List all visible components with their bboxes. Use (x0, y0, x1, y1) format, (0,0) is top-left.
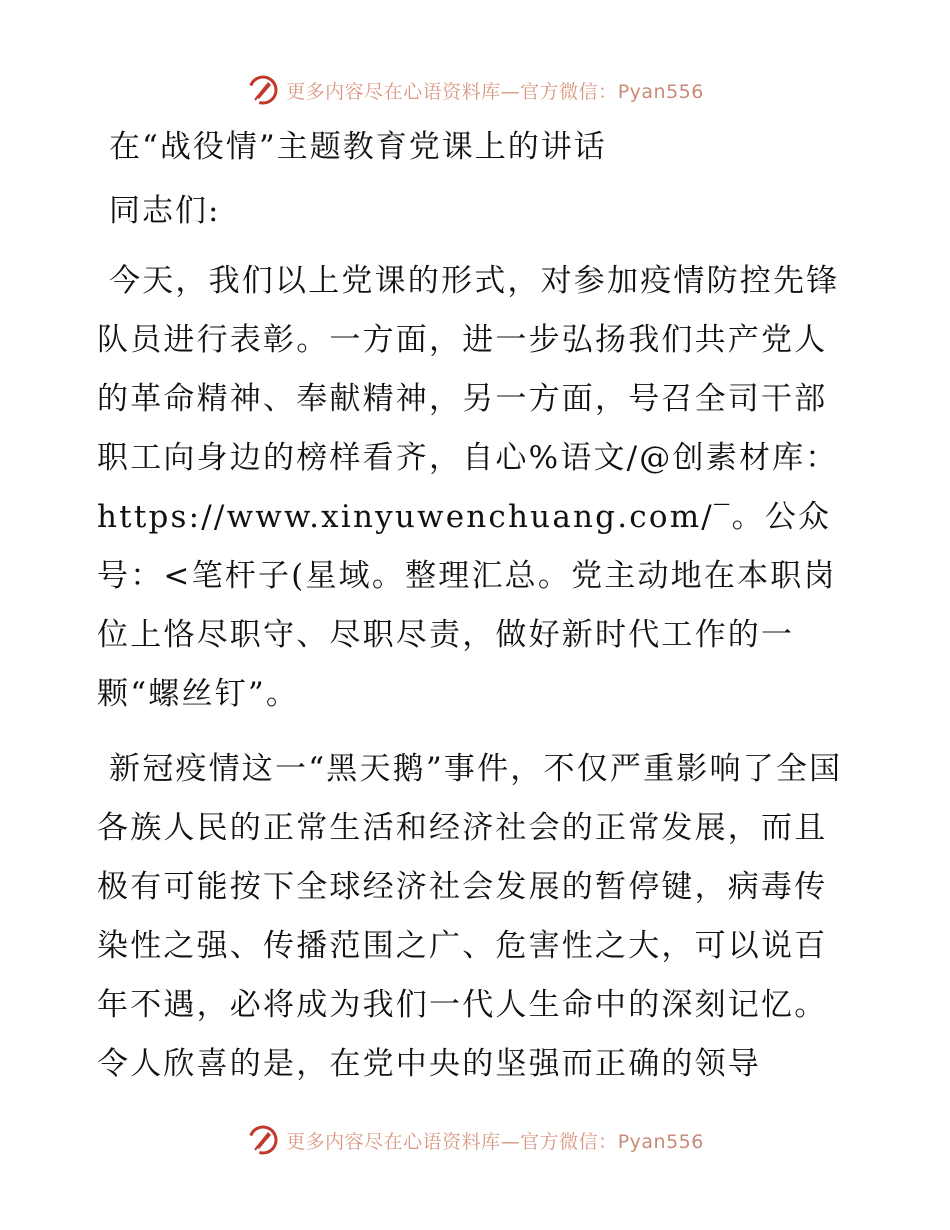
header-dash: — (500, 80, 521, 103)
document-title: 在“战役情”主题教育党课上的讲话 (109, 129, 607, 165)
footer-banner-text (286, 1127, 704, 1154)
paragraph-1: 今天，我们以上党课的形式，对参加疫情防控先锋队员进行表彰。一方面，进一步弘扬我们共产党人的革命精神、奉献精神，另一方面，号召全司干部职工向身边的榜样看齐，自心%语文/@创素材库：https://www.xinyuwenchuang.com/‾。公众号：<笔杆子(星域。整理汇总。党主动地在本职岗位上恪尽职守、尽职尽责，做好新时代工作的一颗“螺丝钉”。 (97, 263, 840, 712)
quill-logo-icon (246, 73, 280, 107)
footer-account: Pyan556 (617, 1130, 704, 1153)
footer-banner (0, 1120, 950, 1160)
header-site-text: 更多内容尽在心语资料库 (286, 80, 501, 103)
quill-logo-icon (246, 1123, 280, 1157)
footer-site-text: 更多内容尽在心语资料库 (286, 1130, 501, 1153)
salutation: 同志们: (109, 193, 221, 229)
header-banner-text (286, 77, 704, 104)
footer-label: 官方微信： (520, 1130, 618, 1153)
header-banner (0, 70, 950, 110)
header-label: 官方微信： (520, 80, 618, 103)
paragraph-2: 新冠疫情这一“黑天鹅”事件，不仅严重影响了全国各族人民的正常生活和经济社会的正常发展，而且极有可能按下全球经济社会发展的暂停键，病毒传染性之强、传播范围之广、危害性之大，可以说百年不遇，必将成为我们一代人生命中的深刻记忆。令人欣喜的是，在党中央的坚强而正确的领导 (97, 751, 843, 1082)
header-account: Pyan556 (617, 80, 704, 103)
footer-dash: — (500, 1130, 521, 1153)
document-body (97, 118, 855, 1110)
